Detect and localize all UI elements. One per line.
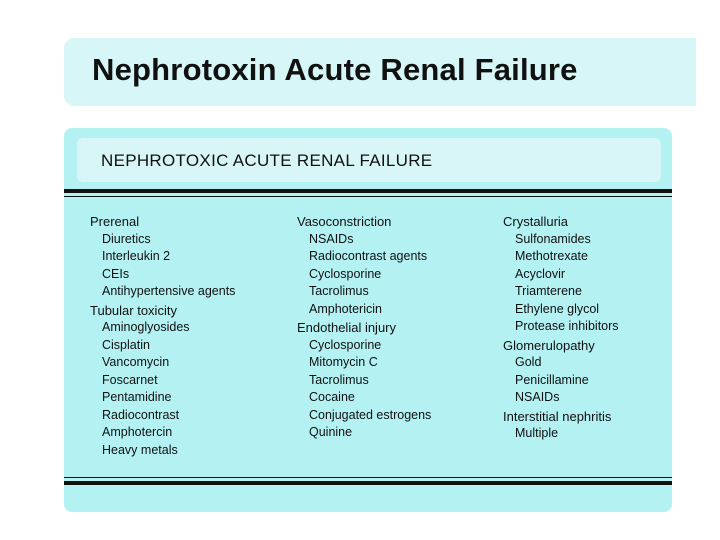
list-item: Radiocontrast [102,407,180,422]
group-title: Glomerulopathy [503,337,595,353]
title-banner [64,38,696,106]
content-panel [64,128,672,512]
group-endothelial-injury [297,319,431,442]
page-title: Nephrotoxin Acute Renal Failure [92,52,578,87]
panel-header [77,138,661,182]
list-item: Protease inhibitors [515,319,619,333]
list-item: Acyclovir [515,266,566,281]
group-title: Interstitial nephritis [503,408,612,424]
list-item: Aminoglyosides [102,320,190,334]
list-item: Interleukin 2 [102,249,171,263]
list-item: Diuretics [102,231,151,246]
bottom-rule-thick [64,481,672,485]
top-rule-thick [64,189,672,193]
list-item: Heavy metals [102,442,178,457]
list-item: Tacrolimus [309,284,369,298]
list-item: Amphotericin [309,301,382,316]
list-item: Foscarnet [102,372,158,387]
list-item: Radiocontrast agents [309,249,428,263]
group-tubular-toxicity [90,302,235,460]
list-item: CEIs [102,266,130,281]
list-item: Cyclosporine [309,337,382,352]
list-item: Antihypertensive agents [102,284,236,298]
panel-header-text: NEPHROTOXIC ACUTE RENAL FAILURE [101,151,433,170]
list-item: Tacrolimus [309,372,369,387]
list-item: NSAIDs [515,390,560,404]
column-1 [90,213,235,460]
list-item: Mitomycin C [309,355,378,369]
group-crystalluria [503,213,619,336]
list-item: Pentamidine [102,390,172,404]
list-item: Cyclosporine [309,266,382,281]
list-item: Quinine [309,425,353,439]
group-prerenal [90,213,235,301]
list-item: Amphotercin [102,425,173,439]
column-3 [503,213,619,444]
list-item: Cocaine [309,390,355,404]
group-interstitial-nephritis [503,408,619,443]
column-2 [297,213,431,443]
group-title: Prerenal [90,214,140,229]
bottom-rule-thin [64,477,672,478]
top-rule-thin [64,196,672,197]
group-glomerulopathy [503,337,619,407]
list-item: Methotrexate [515,249,588,263]
list-item: Ethylene glycol [515,301,600,316]
list-item: Penicillamine [515,372,589,387]
list-item: Conjugated estrogens [309,407,432,422]
list-item: Vancomycin [102,355,170,369]
group-title: Endothelial injury [297,320,397,335]
list-item: Cisplatin [102,337,150,352]
group-title: Tubular toxicity [90,302,177,318]
group-vasoconstriction [297,213,431,318]
list-item: Triamterene [515,284,582,298]
list-item: Multiple [515,426,559,440]
group-title: Crystalluria [503,214,569,229]
list-item: Gold [515,355,542,369]
list-item: Sulfonamides [515,231,591,246]
list-item: NSAIDs [309,231,354,246]
group-title: Vasoconstriction [297,214,392,229]
